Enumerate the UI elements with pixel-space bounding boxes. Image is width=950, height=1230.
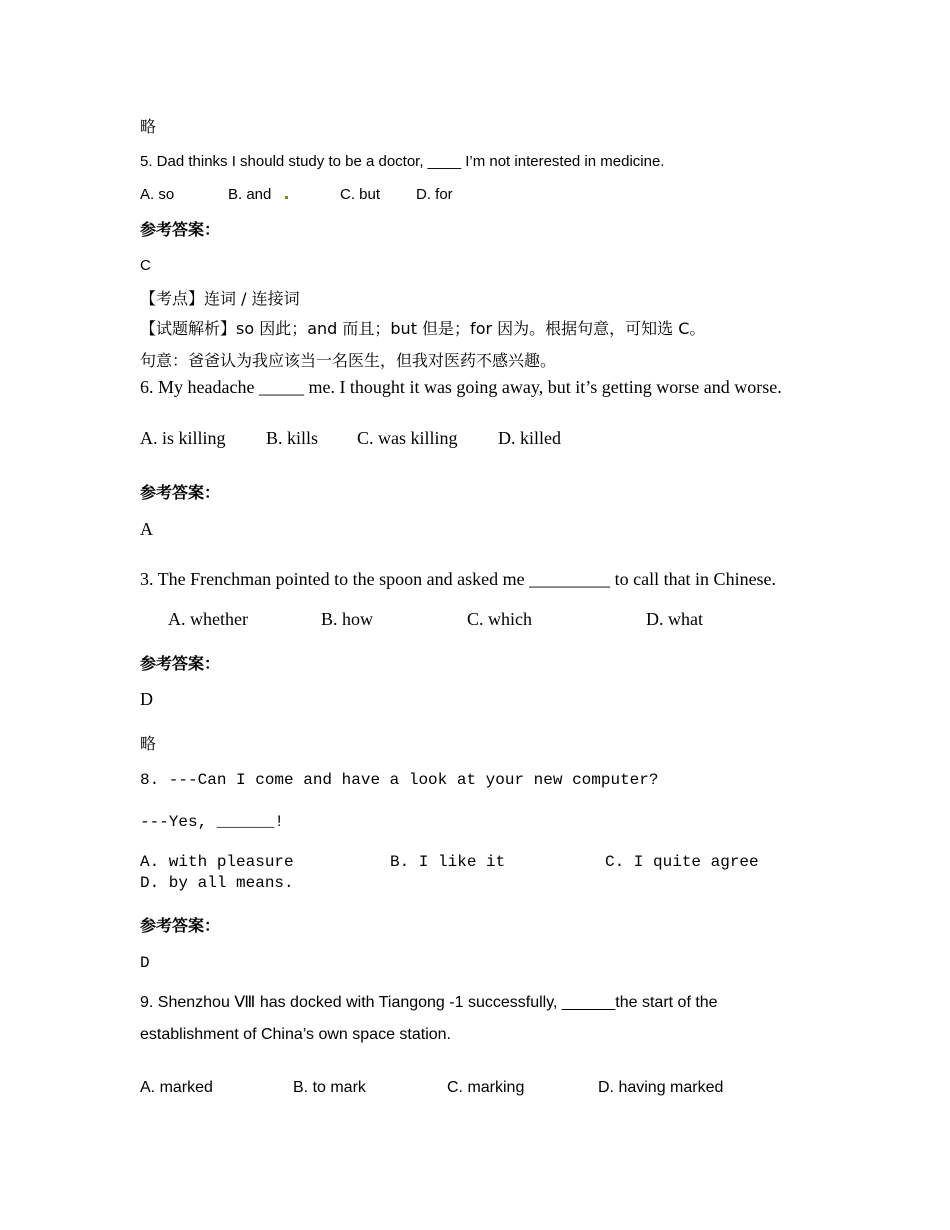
question-8-stem-line-1: 8. ---Can I come and have a look at your new computer?: [140, 771, 659, 789]
question-5-option-d: D. for: [416, 186, 453, 203]
stray-mark: [285, 196, 288, 199]
question-9-option-d: D. having marked: [598, 1079, 724, 1096]
question-8-option-b: B. I like it: [390, 853, 506, 871]
question-9-stem-line-2: establishment of China’s own space station.: [140, 1026, 451, 1043]
question-6-option-b: B. kills: [266, 428, 319, 448]
question-3-answer-heading: 参考答案：: [140, 654, 221, 673]
question-9-option-b: B. to mark: [293, 1079, 366, 1096]
question-9-option-c: C. marking: [447, 1079, 525, 1096]
question-3-option-b: B. how: [321, 609, 374, 629]
question-5-option-a: A. so: [140, 186, 175, 203]
question-5-answer-heading: 参考答案：: [140, 220, 221, 239]
question-6-answer: A: [140, 519, 153, 539]
question-5-answer: C: [140, 257, 151, 274]
prev-question-note: 略: [140, 117, 157, 136]
question-5-option-b: B. and: [228, 186, 272, 203]
question-8-stem-line-2: ---Yes, ______!: [140, 813, 285, 831]
question-8-option-c: C. I quite agree: [605, 853, 759, 871]
question-6-option-a: A. is killing: [140, 428, 226, 448]
question-5-analysis: 【试题解析】so 因此；and 而且；but 但是；for 因为。根据句意，可知选 C。: [140, 319, 706, 338]
question-8-option-a: A. with pleasure: [140, 853, 294, 871]
question-5-stem: 5. Dad thinks I should study to be a doctor, ____ I’m not interested in medicine.: [140, 153, 665, 170]
question-3-answer: D: [140, 689, 153, 709]
question-6-answer-heading: 参考答案：: [140, 483, 221, 502]
question-8-answer-heading: 参考答案：: [140, 916, 221, 935]
question-5-meaning: 句意：爸爸认为我应该当一名医生，但我对医药不感兴趣。: [140, 351, 557, 370]
question-5-point: 【考点】连词 / 连接词: [140, 289, 300, 308]
question-8-answer: D: [140, 954, 150, 972]
question-6-option-c: C. was killing: [357, 428, 458, 448]
question-3-option-a: A. whether: [168, 609, 248, 629]
question-9-stem-line-1: 9. Shenzhou Ⅷ has docked with Tiangong -1 successfully, ______the start of the: [140, 994, 718, 1011]
question-3-option-c: C. which: [467, 609, 532, 629]
question-3-stem: 3. The Frenchman pointed to the spoon and asked me _________ to call that in Chinese.: [140, 569, 777, 589]
question-9-option-a: A. marked: [140, 1079, 213, 1096]
question-3-option-d: D. what: [646, 609, 703, 629]
question-5-option-c: C. but: [340, 186, 381, 203]
question-6-option-d: D. killed: [498, 428, 561, 448]
question-8-option-d: D. by all means.: [140, 874, 294, 892]
question-6-stem: 6. My headache _____ me. I thought it was going away, but it’s getting worse and worse.: [140, 377, 782, 397]
question-3-note: 略: [140, 734, 157, 753]
